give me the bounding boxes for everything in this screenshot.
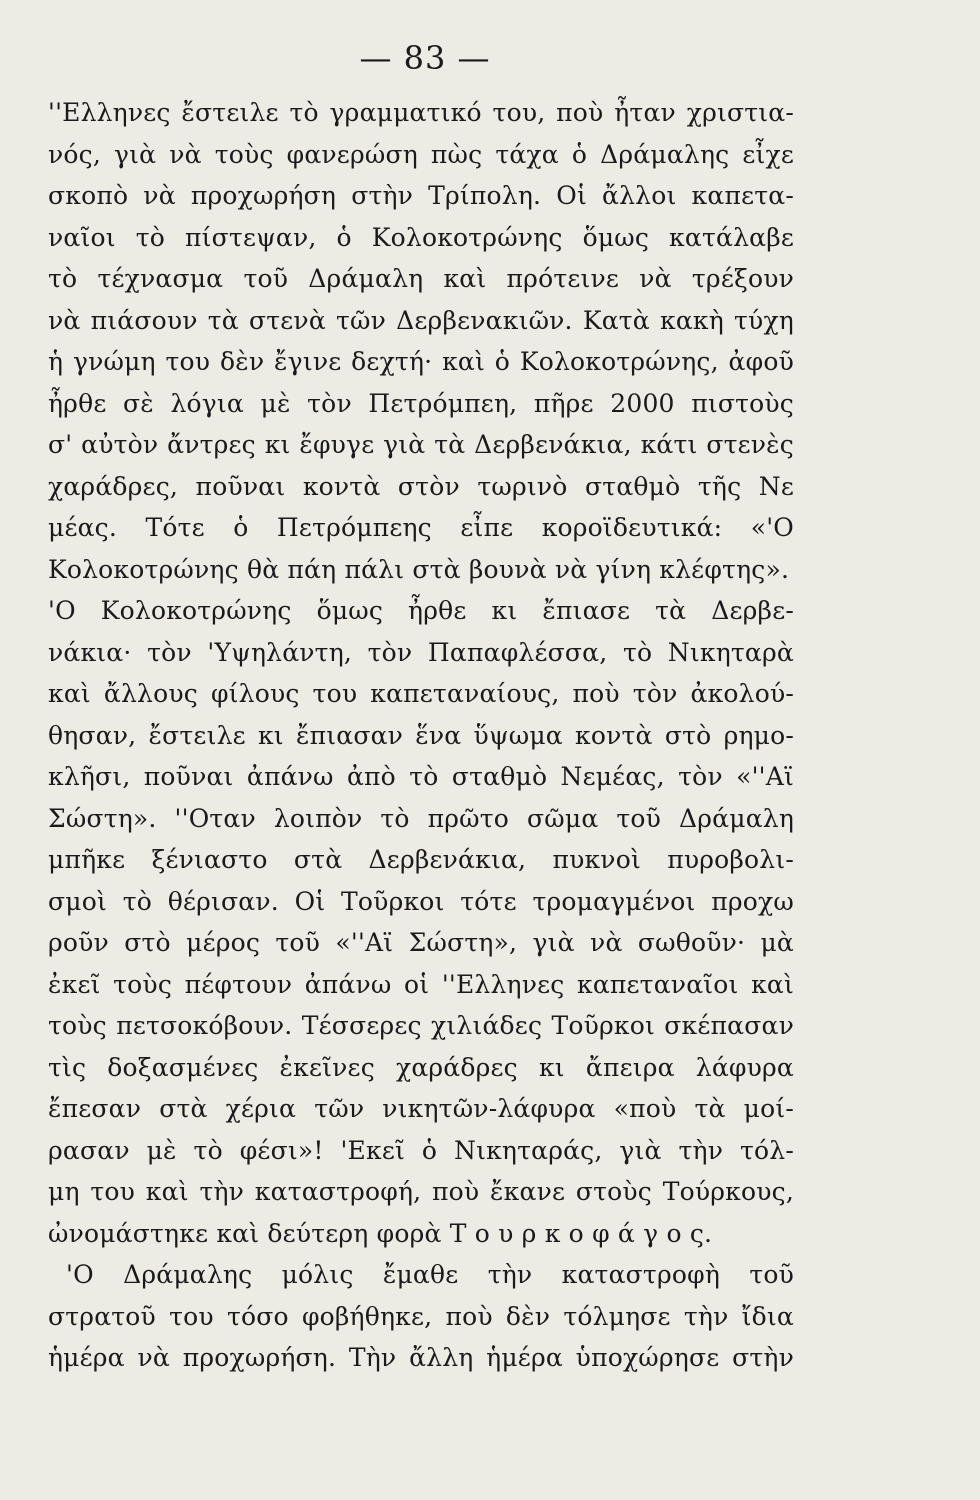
text-line: 'Ο Δράμαλης μόλις ἔμαθε τὴν καταστροφὴ τοῦ bbox=[66, 1260, 794, 1289]
text-line: ἐκεῖ τοὺς πέφτουν ἀπάνω οἱ ''Ελληνες καπεταναῖοι καὶ bbox=[48, 969, 794, 999]
page-number: — 83 — bbox=[359, 39, 491, 77]
text-line: ὠνομάστηκε καὶ δεύτερη φορὰ Τ ο υ ρ κ ο φ ά γ ο ς. bbox=[48, 1218, 713, 1248]
text-line: ρασαν μὲ τὸ φέσι»! 'Εκεῖ ὁ Νικηταράς, γιὰ τὴν τόλ- bbox=[48, 1135, 794, 1165]
text-line: νὰ πιάσουν τὰ στενὰ τῶν Δερβενακιῶν. Κατὰ κακὴ τύχη bbox=[48, 305, 794, 335]
text-line: ροῦν στὸ μέρος τοῦ «''Αϊ Σώστη», γιὰ νὰ σωθοῦν· μὰ bbox=[48, 928, 794, 957]
text-line: τὸ τέχνασμα τοῦ Δράμαλη καὶ πρότεινε νὰ τρέξουν bbox=[48, 264, 794, 293]
text-line: καὶ ἄλλους φίλους του καπεταναίους, ποὺ τὸν ἀκολού- bbox=[48, 679, 794, 708]
text-line: ἡ γνώμη του δὲν ἔγινε δεχτή· καὶ ὁ Κολοκοτρώνης, ἀφοῦ bbox=[48, 347, 794, 376]
text-line: νός, γιὰ νὰ τοὺς φανερώση πὼς τάχα ὁ Δράμαλης εἶχε bbox=[48, 139, 794, 169]
text-line: ναῖοι τὸ πίστεψαν, ὁ Κολοκοτρώνης ὅμως κατάλαβε bbox=[48, 222, 794, 252]
text-line: σμοὶ τὸ θέρισαν. Οἱ Τοῦρκοι τότε τρομαγμένοι προχω bbox=[48, 886, 794, 916]
text-line: θησαν, ἔστειλε κι ἔπιασαν ἕνα ὕψωμα κοντὰ στὸ ρημο- bbox=[48, 720, 794, 750]
text-line: τοὺς πετσοκόβουν. Τέσσερες χιλιάδες Τοῦρκοι σκέπασαν bbox=[48, 1011, 794, 1040]
text-line: μπῆκε ξένιαστο στὰ Δερβενάκια, πυκνοὶ πυροβολι- bbox=[48, 845, 794, 874]
text-line: μη του καὶ τὴν καταστροφή, ποὺ ἔκανε στοὺς Τούρκους, bbox=[48, 1177, 794, 1206]
text-line: ἡμέρα νὰ προχωρήση. Τὴν ἄλλη ἡμέρα ὑποχώρησε στὴν bbox=[48, 1343, 794, 1372]
text-line: μέας. Τότε ὁ Πετρόμπεης εἶπε κοροϊδευτικά: «'Ο bbox=[48, 513, 794, 542]
text-line: ἔπεσαν στὰ χέρια τῶν νικητῶν-λάφυρα «ποὺ τὰ μοί- bbox=[48, 1094, 794, 1123]
text-line: νάκια· τὸν 'Υψηλάντη, τὸν Παπαφλέσσα, τὸ Νικηταρὰ bbox=[48, 637, 794, 667]
text-line: Κολοκοτρώνης θὰ πάη πάλι στὰ βουνὰ νὰ γίνη κλέφτης». bbox=[48, 554, 790, 584]
text-line: χαράδρες, ποῦναι κοντὰ στὸν τωρινὸ σταθμὸ τῆς Νε bbox=[48, 471, 794, 501]
text-line: 'Ο Κολοκοτρώνης ὅμως ἦρθε κι ἔπιασε τὰ Δερβε- bbox=[48, 596, 794, 625]
text-line: στρατοῦ του τόσο φοβήθηκε, ποὺ δὲν τόλμησε τὴν ἴδια bbox=[48, 1301, 794, 1331]
text-line: ''Ελληνες ἔστειλε τὸ γραμματικό του, ποὺ ἦταν χριστια- bbox=[48, 98, 794, 127]
text-line: Σώστη». ''Οταν λοιπὸν τὸ πρῶτο σῶμα τοῦ Δράμαλη bbox=[48, 803, 794, 833]
text-line: τὶς δοξασμένες ἐκεῖνες χαράδρες κι ἄπειρα λάφυρα bbox=[48, 1052, 794, 1082]
text-line: κλῆσι, ποῦναι ἀπάνω ἀπὸ τὸ σταθμὸ Νεμέας, τὸν «''Αϊ bbox=[48, 762, 794, 791]
text-line: σ' αὐτὸν ἄντρες κι ἔφυγε γιὰ τὰ Δερβενάκια, κάτι στενὲς bbox=[48, 430, 794, 459]
text-line: ἦρθε σὲ λόγια μὲ τὸν Πετρόμπεη, πῆρε 2000 πιστοὺς bbox=[48, 388, 794, 418]
body-text bbox=[48, 92, 794, 1379]
text-line: σκοπὸ νὰ προχωρήση στὴν Τρίπολη. Οἱ ἄλλοι καπετα- bbox=[48, 181, 794, 210]
